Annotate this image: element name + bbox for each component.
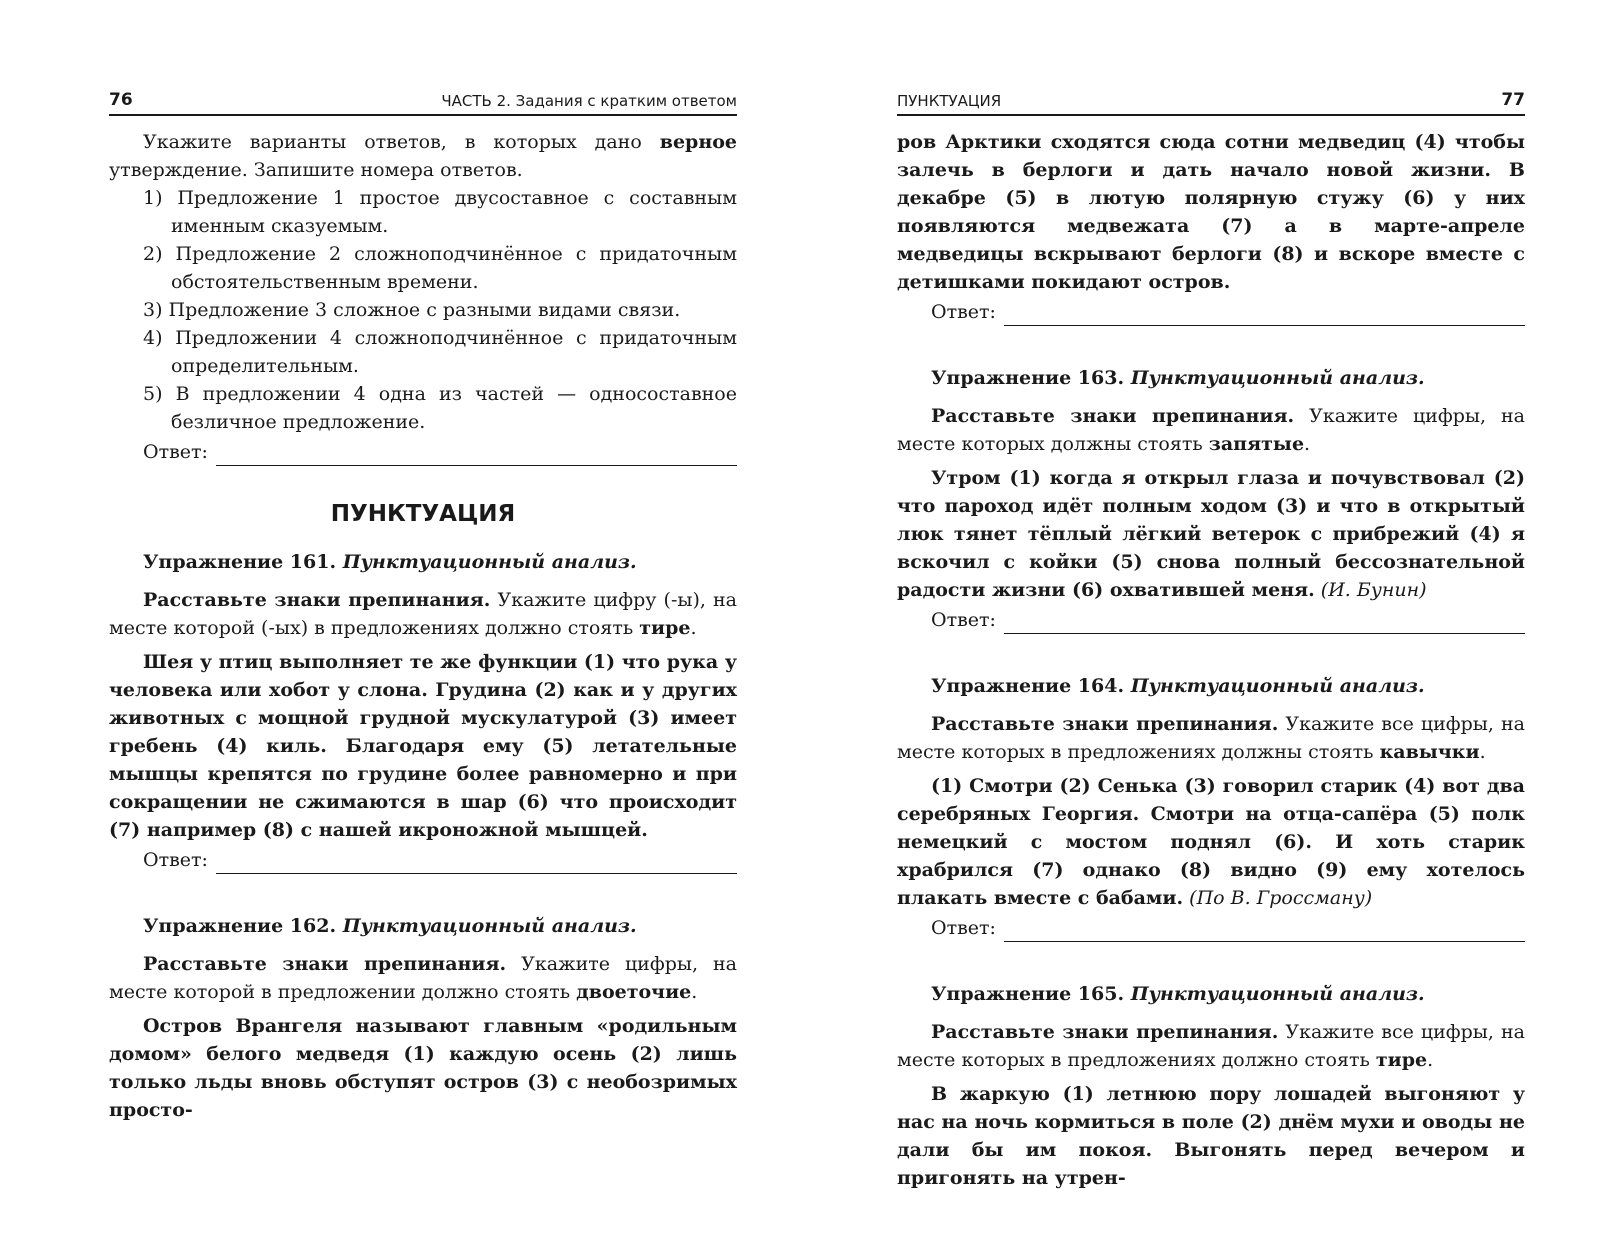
task-bold: Расставьте знаки препинания. bbox=[143, 953, 507, 975]
exercise-163-task bbox=[897, 402, 1525, 458]
task-end: . bbox=[691, 981, 698, 1003]
intro-instruction bbox=[109, 128, 737, 184]
option-1: 1) Предложение 1 простое двусоставное с составным именным сказуемым. bbox=[143, 187, 737, 237]
task-bold: Расставьте знаки препинания. bbox=[931, 405, 1295, 427]
intro-text-end: утверждение. Запишите номера ответов. bbox=[109, 159, 523, 181]
task-end: . bbox=[1427, 1049, 1434, 1071]
answer-options bbox=[109, 184, 737, 436]
exercise-number: Упражнение 165. bbox=[931, 983, 1131, 1005]
exercise-165-task bbox=[897, 1018, 1525, 1074]
answer-line[interactable] bbox=[216, 446, 737, 466]
intro-text: Укажите варианты ответов, в которых дано bbox=[143, 131, 660, 153]
exercise-164-text bbox=[897, 772, 1525, 912]
task-text: Укажите все цифры, на месте которых в предложениях должны стоять bbox=[897, 713, 1525, 763]
task-keyword: тире bbox=[639, 617, 691, 639]
exercise-165-text: В жаркую (1) летнюю пору лошадей выгоняют у нас на ночь кормиться в поле (2) днём мухи и оводы не дали бы им покоя. Выгонять перед вечером и пригонять на утрен- bbox=[897, 1083, 1525, 1189]
exercise-164-title bbox=[897, 672, 1525, 700]
exercise-162-continuation: ров Арктики сходятся сюда сотни медведиц (4) чтобы залечь в берлоги и дать начало новой жизни. В декабре (5) в лютую полярную стужу (6) у них появляются медвежата (7) а в марте-апреле медведицы вскрывают берлоги (8) и вскоре вместе с детишками покидают остров. bbox=[897, 131, 1525, 293]
task-end: . bbox=[690, 617, 697, 639]
exercise-number: Упражнение 161. bbox=[143, 551, 343, 573]
task-bold: Расставьте знаки препинания. bbox=[143, 589, 491, 611]
exercise-161-task bbox=[109, 586, 737, 642]
exercise-163-text bbox=[897, 464, 1525, 604]
answer-line[interactable] bbox=[1004, 922, 1525, 942]
exercise-165-title bbox=[897, 980, 1525, 1008]
exercise-number: Упражнение 162. bbox=[143, 915, 343, 937]
exercise-161-text: Шея у птиц выполняет те же функции (1) что рука у человека или хобот у слона. Грудина (2) как и у других животных с мощной грудной мускулатурой (3) имеет гребень (4) киль. Благодаря ему (5) летательные мышцы крепятся по грудине более равномерно и при сокращении не сжимаются в шар (6) что происходит (7) например (8) с нашей икроножной мышцей. bbox=[109, 651, 737, 841]
exercise-161-title bbox=[109, 548, 737, 576]
exercise-number: Упражнение 163. bbox=[931, 367, 1131, 389]
task-keyword: кавычки bbox=[1379, 741, 1480, 763]
task-text: Укажите цифру (-ы), на месте которой (-ых) в предложениях должно стоять bbox=[109, 589, 738, 639]
exercise-162-title bbox=[109, 912, 737, 940]
option-4: 4) Предложении 4 сложноподчинённое с придаточным определительным. bbox=[143, 327, 737, 377]
answer-field-161[interactable] bbox=[109, 844, 737, 874]
exercise-162-task bbox=[109, 950, 737, 1006]
task-keyword: тире bbox=[1375, 1049, 1428, 1071]
task-bold: Расставьте знаки препинания. bbox=[931, 1021, 1279, 1043]
answer-label: Ответ: bbox=[143, 849, 208, 871]
task-keyword: двоеточие bbox=[576, 981, 692, 1003]
right-running-header bbox=[897, 80, 1525, 116]
answer-line[interactable] bbox=[1004, 614, 1525, 634]
author-attribution: (И. Бунин) bbox=[1314, 579, 1427, 601]
exercise-164-task bbox=[897, 710, 1525, 766]
answer-line[interactable] bbox=[1004, 306, 1525, 326]
option-5: 5) В предложении 4 одна из частей — односоставное безличное предложение. bbox=[143, 383, 737, 433]
answer-label: Ответ: bbox=[931, 609, 996, 631]
exercise-subtitle: Пунктуационный анализ. bbox=[1130, 367, 1425, 389]
left-page-body bbox=[109, 128, 737, 1124]
exercise-163-title bbox=[897, 364, 1525, 392]
right-page bbox=[897, 80, 1525, 1192]
exercise-subtitle: Пунктуационный анализ. bbox=[1130, 983, 1425, 1005]
left-page bbox=[109, 80, 737, 1124]
section-header: ПУНКТУАЦИЯ bbox=[897, 92, 1002, 110]
task-text: Укажите все цифры, на месте которых в предложениях должно стоять bbox=[897, 1021, 1525, 1071]
answer-field-164[interactable] bbox=[897, 912, 1525, 942]
task-end: . bbox=[1304, 433, 1311, 455]
task-end: . bbox=[1479, 741, 1486, 763]
exercise-text: Утром (1) когда я открыл глаза и почувствовал (2) что пароход идёт полным ходом (3) и что в открытый люк тянет тёплый лёгкий ветерок с прибрежий (4) я вскочил с койки (5) снова полный бессознательной радости жизни (6) охватившей меня. bbox=[897, 467, 1525, 601]
answer-field-163[interactable] bbox=[897, 604, 1525, 634]
task-text: Укажите цифры, на месте которых должны стоять bbox=[897, 405, 1525, 455]
answer-label: Ответ: bbox=[931, 301, 996, 323]
chapter-header: ЧАСТЬ 2. Задания с кратким ответом bbox=[441, 92, 737, 110]
exercise-162-text: Остров Врангеля называют главным «родильным домом» белого медведя (1) каждую осень (2) лишь только льды вновь обступят остров (3) с необозримых просто- bbox=[109, 1015, 737, 1121]
task-bold: Расставьте знаки препинания. bbox=[931, 713, 1279, 735]
intro-bold: верное bbox=[659, 131, 737, 153]
answer-field-160[interactable] bbox=[109, 436, 737, 466]
section-title: ПУНКТУАЦИЯ bbox=[330, 501, 516, 527]
exercise-text: (1) Смотри (2) Сенька (3) говорил старик (4) вот два серебряных Георгия. Смотри на отца-сапёра (5) полк немецкий с мостом поднял (6). И хоть старик храбрился (7) однако (8) видно (9) ему хотелось плакать вместе с бабами. bbox=[897, 775, 1525, 909]
option-2: 2) Предложение 2 сложноподчинённое с придаточным обстоятельственным времени. bbox=[143, 243, 737, 293]
answer-label: Ответ: bbox=[143, 441, 208, 463]
page-number-right: 77 bbox=[1501, 90, 1525, 110]
page-number-left: 76 bbox=[109, 90, 133, 110]
answer-label: Ответ: bbox=[931, 917, 996, 939]
option-3: 3) Предложение 3 сложное с разными видами связи. bbox=[143, 299, 681, 321]
task-text: Укажите цифры, на месте которой в предложении должно стоять bbox=[109, 953, 737, 1003]
right-page-body bbox=[897, 128, 1525, 1192]
exercise-subtitle: Пунктуационный анализ. bbox=[342, 915, 637, 937]
exercise-number: Упражнение 164. bbox=[931, 675, 1131, 697]
exercise-subtitle: Пунктуационный анализ. bbox=[1130, 675, 1425, 697]
task-keyword: запятые bbox=[1208, 433, 1305, 455]
author-attribution: (По В. Гроссману) bbox=[1183, 887, 1373, 909]
exercise-subtitle: Пунктуационный анализ. bbox=[342, 551, 637, 573]
answer-field-162[interactable] bbox=[897, 296, 1525, 326]
answer-line[interactable] bbox=[216, 854, 737, 874]
left-running-header bbox=[109, 80, 737, 116]
